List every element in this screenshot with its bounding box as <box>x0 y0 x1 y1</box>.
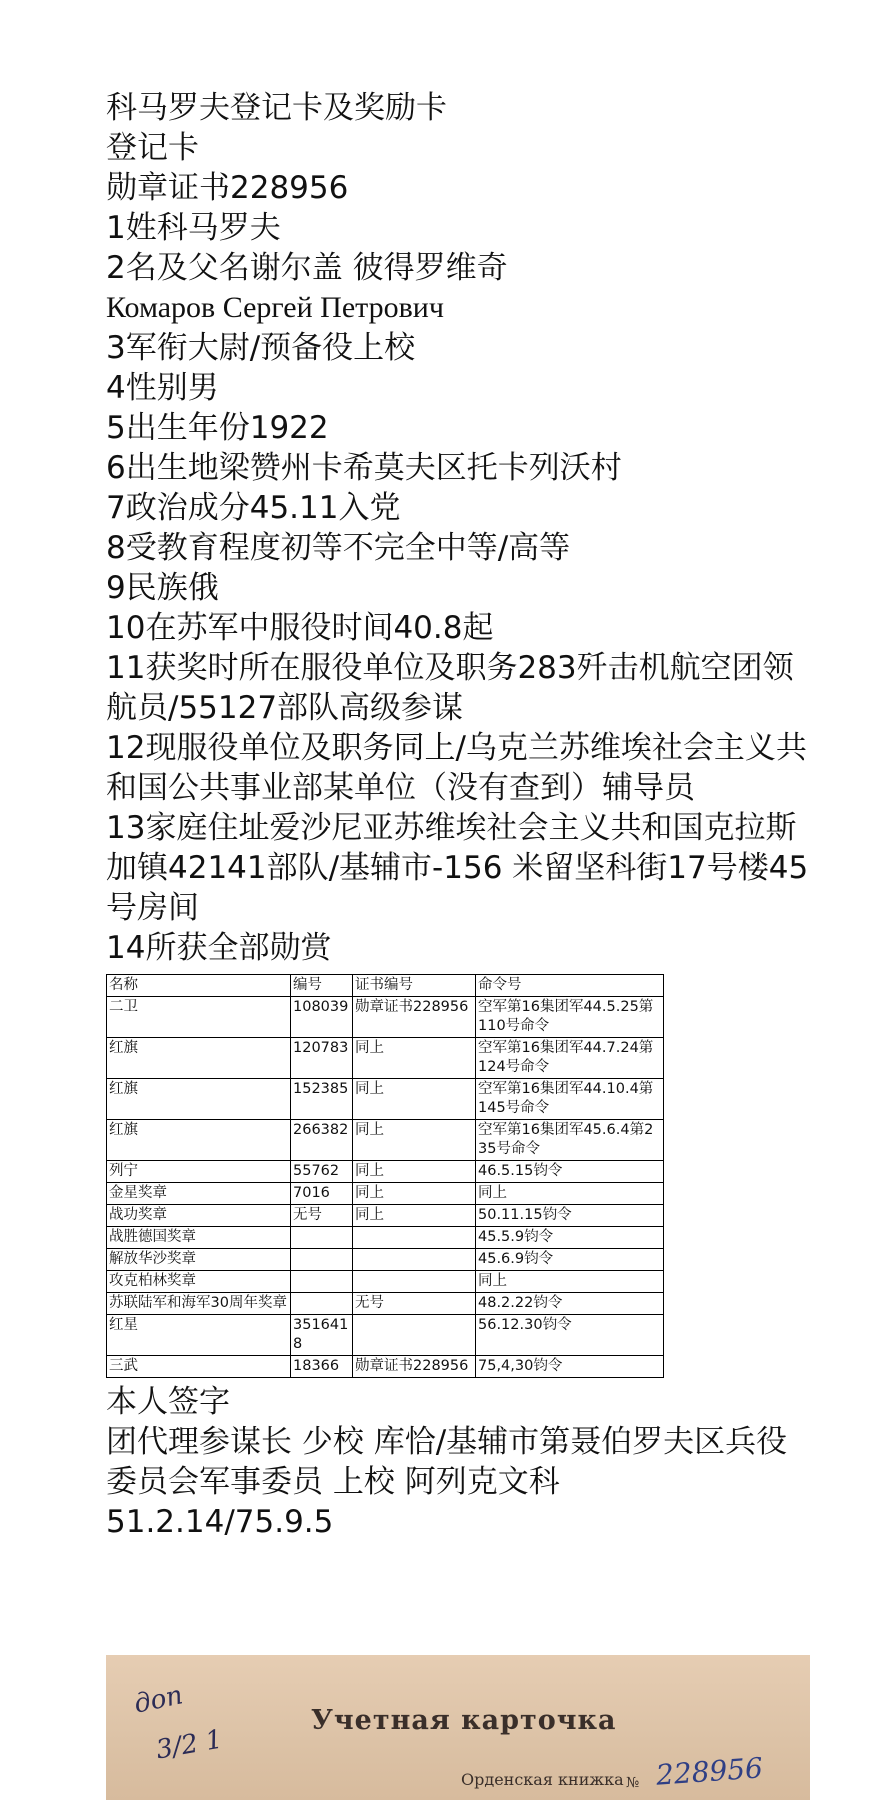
field-sex: 4性别男 <box>106 370 219 406</box>
table-row <box>107 1315 664 1356</box>
cell-order: 45.6.9钧令 <box>476 1249 664 1271</box>
cell-order: 48.2.22钧令 <box>476 1293 664 1315</box>
medal-book-line: 勋章证书228956 <box>106 170 349 206</box>
table-row <box>107 1205 664 1227</box>
field-rank: 3军衔大尉/预备役上校 <box>106 330 416 366</box>
registration-card-scan <box>106 1655 810 1800</box>
cell-order: 46.5.15钧令 <box>476 1161 664 1183</box>
cell-certificate: 同上 <box>353 1120 476 1161</box>
cell-certificate: 同上 <box>353 1038 476 1079</box>
cell-award-name: 红旗 <box>107 1079 291 1120</box>
cell-award-number <box>291 1271 353 1293</box>
cell-award-number: 无号 <box>291 1205 353 1227</box>
card-title: Учетная карточка <box>311 1705 617 1736</box>
field-address: 13家庭住址爱沙尼亚苏维埃社会主义共和国克拉斯加镇42141部队/基辅市-156 米留坚科街17号楼45号房间 <box>106 810 809 926</box>
table-row <box>107 1227 664 1249</box>
cell-certificate: 同上 <box>353 1205 476 1227</box>
awards-table-header <box>107 975 664 997</box>
table-row <box>107 1079 664 1120</box>
cell-order: 同上 <box>476 1183 664 1205</box>
card-handwritten-number: 228956 <box>654 1751 764 1792</box>
cell-award-number: 18366 <box>291 1356 353 1378</box>
signature-line: 本人签字 <box>106 1384 230 1420</box>
table-row <box>107 1161 664 1183</box>
cell-award-number: 55762 <box>291 1161 353 1183</box>
cell-award-number: 7016 <box>291 1183 353 1205</box>
cell-award-name: 红星 <box>107 1315 291 1356</box>
document-subheading: 登记卡 <box>106 130 199 166</box>
awards-table <box>106 974 664 1378</box>
cell-award-name: 红旗 <box>107 1120 291 1161</box>
table-row <box>107 1271 664 1293</box>
cell-award-number: 108039 <box>291 997 353 1038</box>
cell-award-name: 战功奖章 <box>107 1205 291 1227</box>
cell-award-name: 三武 <box>107 1356 291 1378</box>
table-row <box>107 1249 664 1271</box>
field-education: 8受教育程度初等不完全中等/高等 <box>106 530 571 566</box>
cell-order: 空军第16集团军45.6.4第235号命令 <box>476 1120 664 1161</box>
cell-award-name: 解放华沙奖章 <box>107 1249 291 1271</box>
cell-award-name: 列宁 <box>107 1161 291 1183</box>
col-header-name: 名称 <box>107 975 291 997</box>
cell-order: 56.12.30钧令 <box>476 1315 664 1356</box>
table-row <box>107 997 664 1038</box>
field-unit-at-award: 11获奖时所在服役单位及职务283歼击机航空团领航员/55127部队高级参谋 <box>106 650 794 726</box>
cell-certificate <box>353 1315 476 1356</box>
cell-order: 50.11.15钧令 <box>476 1205 664 1227</box>
table-row <box>107 1038 664 1079</box>
cell-certificate: 同上 <box>353 1161 476 1183</box>
cell-certificate: 同上 <box>353 1183 476 1205</box>
cell-award-name: 苏联陆军和海军30周年奖章 <box>107 1293 291 1315</box>
col-header-order: 命令号 <box>476 975 664 997</box>
cell-order: 45.5.9钧令 <box>476 1227 664 1249</box>
officials-line: 团代理参谋长 少校 库恰/基辅市第聂伯罗夫区兵役委员会军事委员 上校 阿列克文科 <box>106 1424 788 1500</box>
cell-award-number: 152385 <box>291 1079 353 1120</box>
cell-order: 空军第16集团军44.7.24第124号命令 <box>476 1038 664 1079</box>
col-header-number: 编号 <box>291 975 353 997</box>
table-row <box>107 1356 664 1378</box>
field-awards-heading: 14所获全部勋赏 <box>106 930 332 966</box>
cell-award-number <box>291 1227 353 1249</box>
cell-order: 空军第16集团军44.10.4第145号命令 <box>476 1079 664 1120</box>
cell-award-number <box>291 1293 353 1315</box>
table-row <box>107 1293 664 1315</box>
cell-certificate <box>353 1271 476 1293</box>
field-current-unit: 12现服役单位及职务同上/乌克兰苏维埃社会主义共和国公共事业部某单位（没有查到）辅导员 <box>106 730 807 806</box>
table-row <box>107 1120 664 1161</box>
table-row <box>107 1183 664 1205</box>
cell-award-number: 120783 <box>291 1038 353 1079</box>
cell-award-name: 战胜德国奖章 <box>107 1227 291 1249</box>
field-service-start: 10在苏军中服役时间40.8起 <box>106 610 494 646</box>
cell-certificate <box>353 1249 476 1271</box>
field-birthplace: 6出生地梁赞州卡希莫夫区托卡列沃村 <box>106 450 622 486</box>
cell-award-name: 二卫 <box>107 997 291 1038</box>
cell-order: 同上 <box>476 1271 664 1293</box>
handwritten-mark-2: 3/2 1 <box>153 1724 225 1766</box>
cell-award-name: 红旗 <box>107 1038 291 1079</box>
field-nationality: 9民族俄 <box>106 570 219 606</box>
field-party: 7政治成分45.11入党 <box>106 490 401 526</box>
field-name-russian: Комаров Сергей Петрович <box>106 291 444 324</box>
dates-line: 51.2.14/75.9.5 <box>106 1504 334 1540</box>
cell-award-number: 266382 <box>291 1120 353 1161</box>
field-birth-year: 5出生年份1922 <box>106 410 329 446</box>
cell-award-number: 3516418 <box>291 1315 353 1356</box>
cell-award-name: 攻克柏林奖章 <box>107 1271 291 1293</box>
document-body <box>106 88 816 1542</box>
field-name-patronymic: 2名及父名谢尔盖 彼得罗维奇 <box>106 250 508 286</box>
cell-certificate: 勋章证书228956 <box>353 997 476 1038</box>
cell-order: 空军第16集团军44.5.25第110号命令 <box>476 997 664 1038</box>
card-subtitle: Орденская книжка <box>461 1770 624 1789</box>
cell-certificate <box>353 1227 476 1249</box>
card-number-label: № <box>626 1775 640 1791</box>
cell-order: 75,4,30钧令 <box>476 1356 664 1378</box>
cell-award-number <box>291 1249 353 1271</box>
cell-certificate: 无号 <box>353 1293 476 1315</box>
col-header-certificate: 证书编号 <box>353 975 476 997</box>
cell-certificate: 同上 <box>353 1079 476 1120</box>
awards-table-body <box>107 997 664 1378</box>
cell-certificate: 勋章证书228956 <box>353 1356 476 1378</box>
field-surname: 1姓科马罗夫 <box>106 210 281 246</box>
document-heading: 科马罗夫登记卡及奖励卡 <box>106 90 447 126</box>
cell-award-name: 金星奖章 <box>107 1183 291 1205</box>
handwritten-mark: доп <box>131 1680 186 1720</box>
